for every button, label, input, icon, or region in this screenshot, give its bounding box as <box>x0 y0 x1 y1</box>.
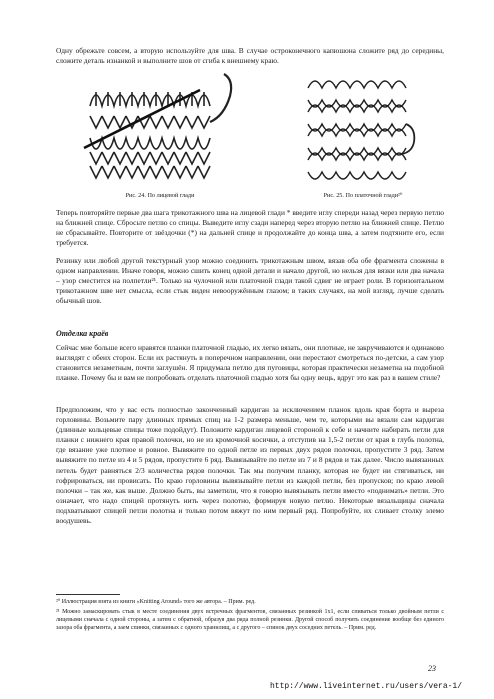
paragraph-intro: Одну обрежьте совсем, а вторую используйте для шва. В случае остроконечного капюшона сложите ряд до середины, сложите деталь изнанкой и выполните шов от сгиба к внешнему краю. <box>56 46 444 66</box>
section-title: Отделка краёв <box>56 329 109 338</box>
figure-stockinette-graft <box>80 66 240 184</box>
page-number: 23 <box>428 664 436 673</box>
footnote-divider <box>56 594 120 595</box>
source-url: http://www.liveinternet.ru/users/vera-1/ <box>270 682 463 691</box>
footnote-20: ²⁰ Иллюстрация взята из книги «Knitting Around» того же автора. – Прим. ред. <box>56 599 256 605</box>
paragraph-edging-2: Предположим, что у вас есть полностью законченный кардиган за исключением планок вдоль края борта и выреза горловины. Возьмите пару длинных прямых спиц на 1-2 размера меньше, чем те, которыми вы вязали сам кардиган (длинные кольцевые спицы тоже подойдут). Положите кардиган лицевой стороной к себе и начните набирать петли для планки с нижнего края правой полочки, но не из кромочной косички, а отступив на 1,5-2 петли от края в глубь полотна, где вязание уже плотное и ровное. Вывяжите по одной петле из первых двух рядов полочки, пропустите 3 ряд. Затем вывяжите по петле из 4 и 5 рядов, пропустите 6 ряд. Вывязывайте по петле из 7 и 8 рядов и так далее. Число вывязанных петель будет равняться 2/3 количества рядов полочки. Так мы получим планку, которая не будет ни стягиваться, ни гофрироваться, ни провисать. По краю горловины вывязывайте петли из каждой петли, без пропусков; по краю левой полочки – так же, как выше. Должно быть, вы заметили, что я говорю вывязывать петли вместо «поднимать» петли. Это означает, что надо спицей протянуть нить через полотно, формируя новую петлю. Некоторые вязальщицы сначала подхватывают спицей петли полотна и только потом вяжут по ним первый ряд. Попробуйте, их сливает столку элемо воодушевь. <box>56 405 444 526</box>
figure-right-caption: Рис. 25. По платочной глади²⁰ <box>323 192 403 199</box>
figure-garter-graft <box>300 66 420 184</box>
figure-left-caption: Рис. 24. По лицевой глади <box>125 192 195 199</box>
paragraph-edging-1: Сейчас мне больше всего нравятся планки платочной гладью, их легко вязать, они плотные, не закручиваются и одинаково выглядят с обеих сторон. Если их растянуть в поперечном направлении, они перестают смотреться по-детски, а сам узор становится незаметным, почти заглушён. Я придумала петлю для пуговицы, которая практически незаметна на подобной планке. Почему бы и вам не попробовать отделать платочной гладью хотя бы одну вещь, вдруг это как раз в вашем стиле? <box>56 343 444 383</box>
footnote-21: ²¹ Можно замаскировать стык в месте соединения двух встречных фрагментов, связанных резинкой 1x1, если спиваться только двойным петли с лицевыми сначала с одной стороны, а затем с обратной, образуя два ряда полной резинки. Другой способ получить соединение вообще без единого зазора оба фрагмента, а заем спинки, связанных с одного хранилищ, а с другого – спинок двух соседних петель. – Прим. ред. <box>56 609 444 631</box>
paragraph-kitchener: Теперь повторяйте первые два шага трикотажного шва на лицевой глади * введите иглу спереди назад через первую петлю на ближней спице. Сбросьте петлю со спицы. Выведите иглу сзади наперед через вторую петлю на ближней спице. Петлю не сбрасывайте. Повторите от звёздочки (*) на дальней спице и продолжайте до конца шва, а затем подтяните его, если требуется. <box>56 208 444 248</box>
paragraph-texture: Резинку или любой другой текстурный узор можно соединить трикотажным швом, вязав оба обе фрагмента сложены в одном направлении. Иначе говоря, можно сшить конец одной детали и начало другой, но нельзя для вязки или два начала – узор сместится на полпетли²¹. Только на чулочной или платочной глади такой сдвиг не играет роли. В горизонтальном трикотажном шве нет смысла, если стык виден невооружённым глазом; в таких случаях, на мой взгляд, лучше сделать обычный шов. <box>56 256 444 306</box>
